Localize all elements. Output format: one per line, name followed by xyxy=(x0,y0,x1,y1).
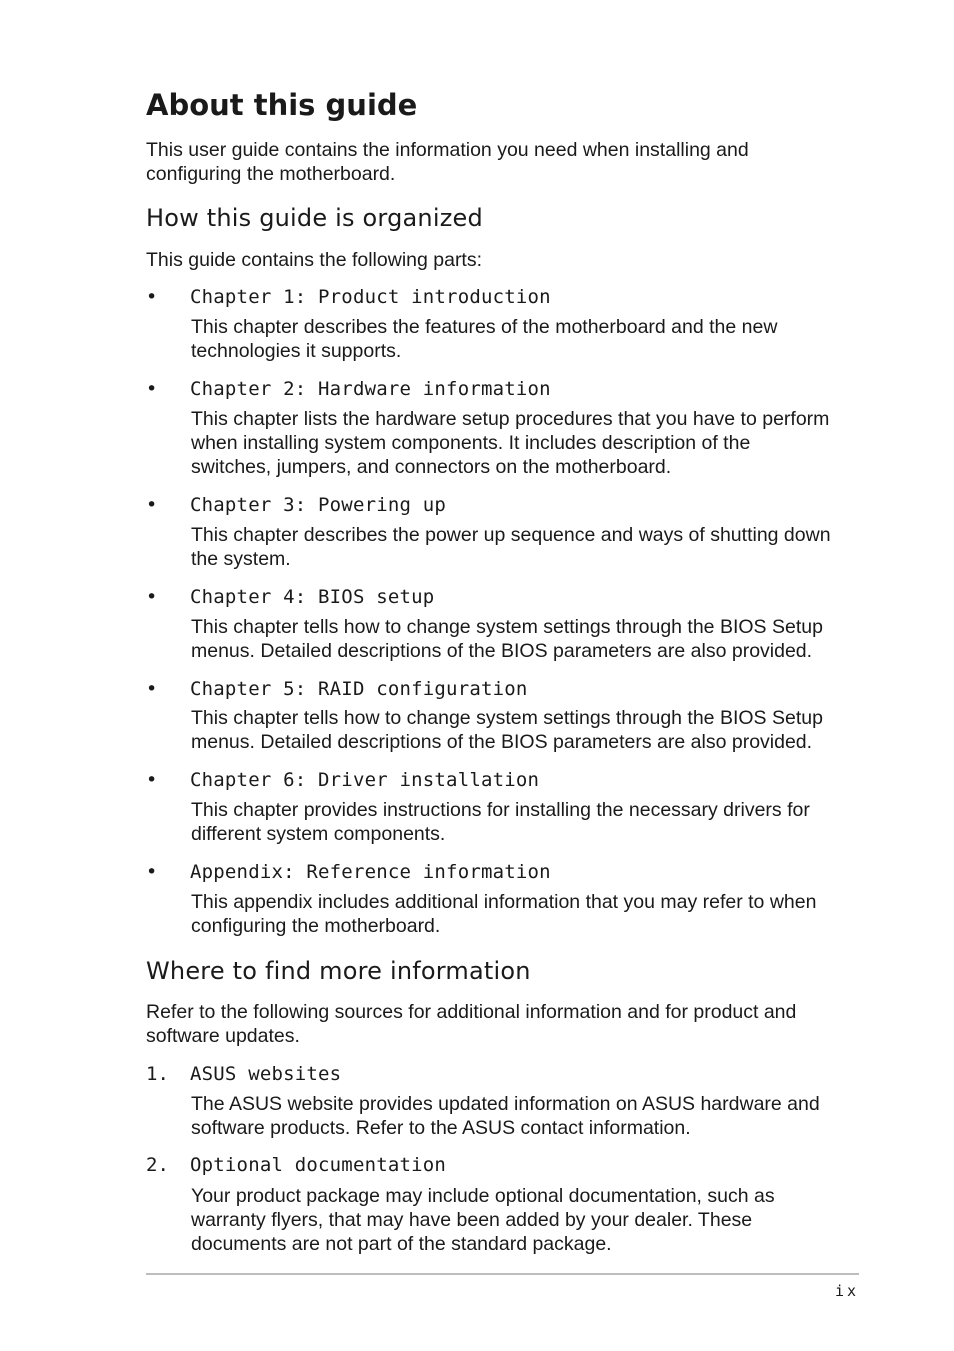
item-number: 2. xyxy=(146,1154,169,1176)
list-item-heading xyxy=(146,492,446,518)
chapter-label: Chapter 1: Product introduction xyxy=(190,286,551,308)
list-item-heading xyxy=(146,284,551,310)
organized-lead: This guide contains the following parts: xyxy=(146,249,483,271)
list-item-heading xyxy=(146,584,434,610)
chapter-description: This chapter tells how to change system settings through the BIOS Setup menus. Detailed descriptions of the BIOS parameters are also provided. xyxy=(191,616,823,662)
chapter-description: This chapter provides instructions for installing the necessary drivers for different system components. xyxy=(191,799,810,845)
list-item-heading xyxy=(146,767,539,793)
bullet-marker: • xyxy=(146,586,158,608)
numbered-item-heading xyxy=(146,1061,341,1087)
bullet-marker: • xyxy=(146,494,158,516)
footer-divider xyxy=(146,1273,859,1275)
item-label: Optional documentation xyxy=(190,1154,447,1176)
bullet-marker: • xyxy=(146,769,158,791)
section-heading-organized: How this guide is organized xyxy=(146,204,483,232)
chapter-description: This chapter tells how to change system settings through the BIOS Setup menus. Detailed descriptions of the BIOS parameters are also provided. xyxy=(191,707,823,753)
chapter-description: This chapter describes the features of the motherboard and the new technologies it supports. xyxy=(191,316,778,362)
chapter-description: This appendix includes additional information that you may refer to when configuring the motherboard. xyxy=(191,891,817,937)
section-heading-more-info: Where to find more information xyxy=(146,957,531,985)
chapter-label: Chapter 6: Driver installation xyxy=(190,769,540,791)
bullet-marker: • xyxy=(146,861,158,883)
more-info-lead: Refer to the following sources for additional information and for product and software updates. xyxy=(146,1001,797,1047)
chapter-description: This chapter describes the power up sequence and ways of shutting down the system. xyxy=(191,524,831,570)
numbered-item-heading xyxy=(146,1152,446,1178)
item-description: The ASUS website provides updated information on ASUS hardware and software products. Refer to the ASUS contact information. xyxy=(191,1093,820,1139)
list-item-heading xyxy=(146,859,551,885)
chapter-label: Chapter 3: Powering up xyxy=(190,494,447,516)
item-label: ASUS websites xyxy=(190,1063,342,1085)
list-item-heading xyxy=(146,376,551,402)
chapter-label: Chapter 4: BIOS setup xyxy=(190,586,435,608)
bullet-marker: • xyxy=(146,286,158,308)
bullet-marker: • xyxy=(146,678,158,700)
list-item-heading xyxy=(146,676,528,702)
page-number: ix xyxy=(834,1282,859,1300)
intro-paragraph: This user guide contains the information you need when installing and configuring the motherboard. xyxy=(146,139,749,185)
page-title: About this guide xyxy=(146,88,418,122)
item-number: 1. xyxy=(146,1063,169,1085)
chapter-label: Chapter 2: Hardware information xyxy=(190,378,551,400)
chapter-label: Chapter 5: RAID configuration xyxy=(190,678,528,700)
item-description: Your product package may include optional documentation, such as warranty flyers, that may have been added by your dealer. These documents are not part of the standard package. xyxy=(191,1185,775,1255)
chapter-description: This chapter lists the hardware setup procedures that you have to perform when installing system components. It includes description of the switches, jumpers, and connectors on the motherboard. xyxy=(191,408,830,478)
chapter-label: Appendix: Reference information xyxy=(190,861,551,883)
bullet-marker: • xyxy=(146,378,158,400)
